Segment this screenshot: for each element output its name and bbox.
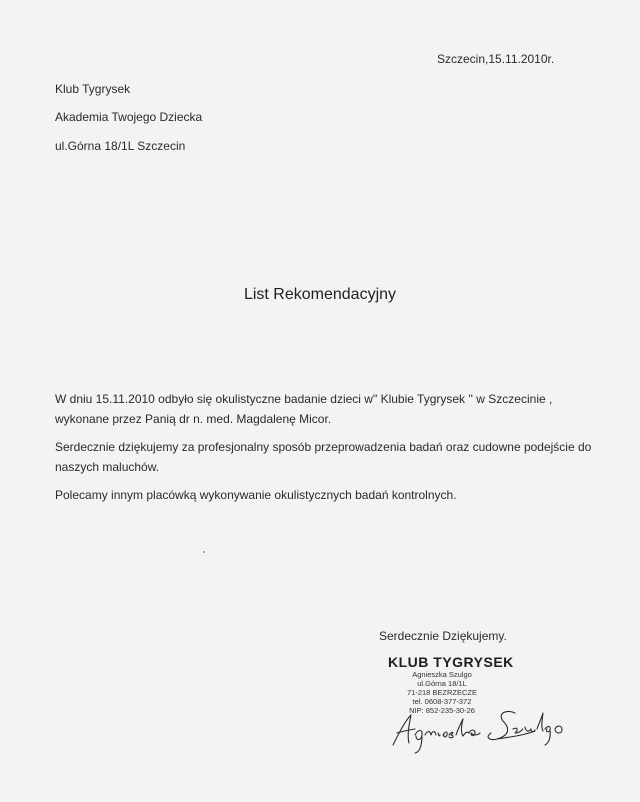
- handwritten-signature: [385, 695, 575, 755]
- stamp-phone: tel. 0608-377-372: [412, 697, 472, 706]
- recipient-address: ul.Górna 18/1L Szczecin: [55, 139, 186, 153]
- stamp-city: 71-218 BEZRZECZE: [406, 688, 478, 697]
- stamp-nip: NIP: 852-235-30-26: [409, 706, 475, 715]
- body-paragraph-2: Serdecznie dziękujemy za profesjonalny sposób przeprowadzenia badań oraz cudowne podejście do naszych maluchów.: [55, 440, 592, 474]
- stamp-person: Agnieszka Szulgo: [412, 670, 472, 679]
- letter-title: List Rekomendacyjny: [243, 286, 397, 303]
- stamp-name: KLUB TYGRYSEK: [388, 654, 514, 670]
- stamp-address: ul.Górna 18/1L: [417, 679, 467, 688]
- recipient-name: Klub Tygrysek: [55, 82, 131, 96]
- letter-date: Szczecin,15.11.2010r.: [437, 52, 555, 66]
- scan-speck: [203, 551, 205, 553]
- body-paragraph-1: W dniu 15.11.2010 odbyło się okulistyczne badanie dzieci w" Klubie Tygrysek '' w Szczecinie , wykonane przez Panią dr n. med. Magdalenę Micor.: [55, 392, 553, 426]
- recipient-organization: Akademia Twojego Dziecka: [55, 110, 203, 124]
- body-paragraph-3: Polecamy innym placówką wykonywanie okulistycznych badań kontrolnych.: [55, 488, 457, 502]
- closing-text: Serdecznie Dziękujemy.: [379, 629, 507, 643]
